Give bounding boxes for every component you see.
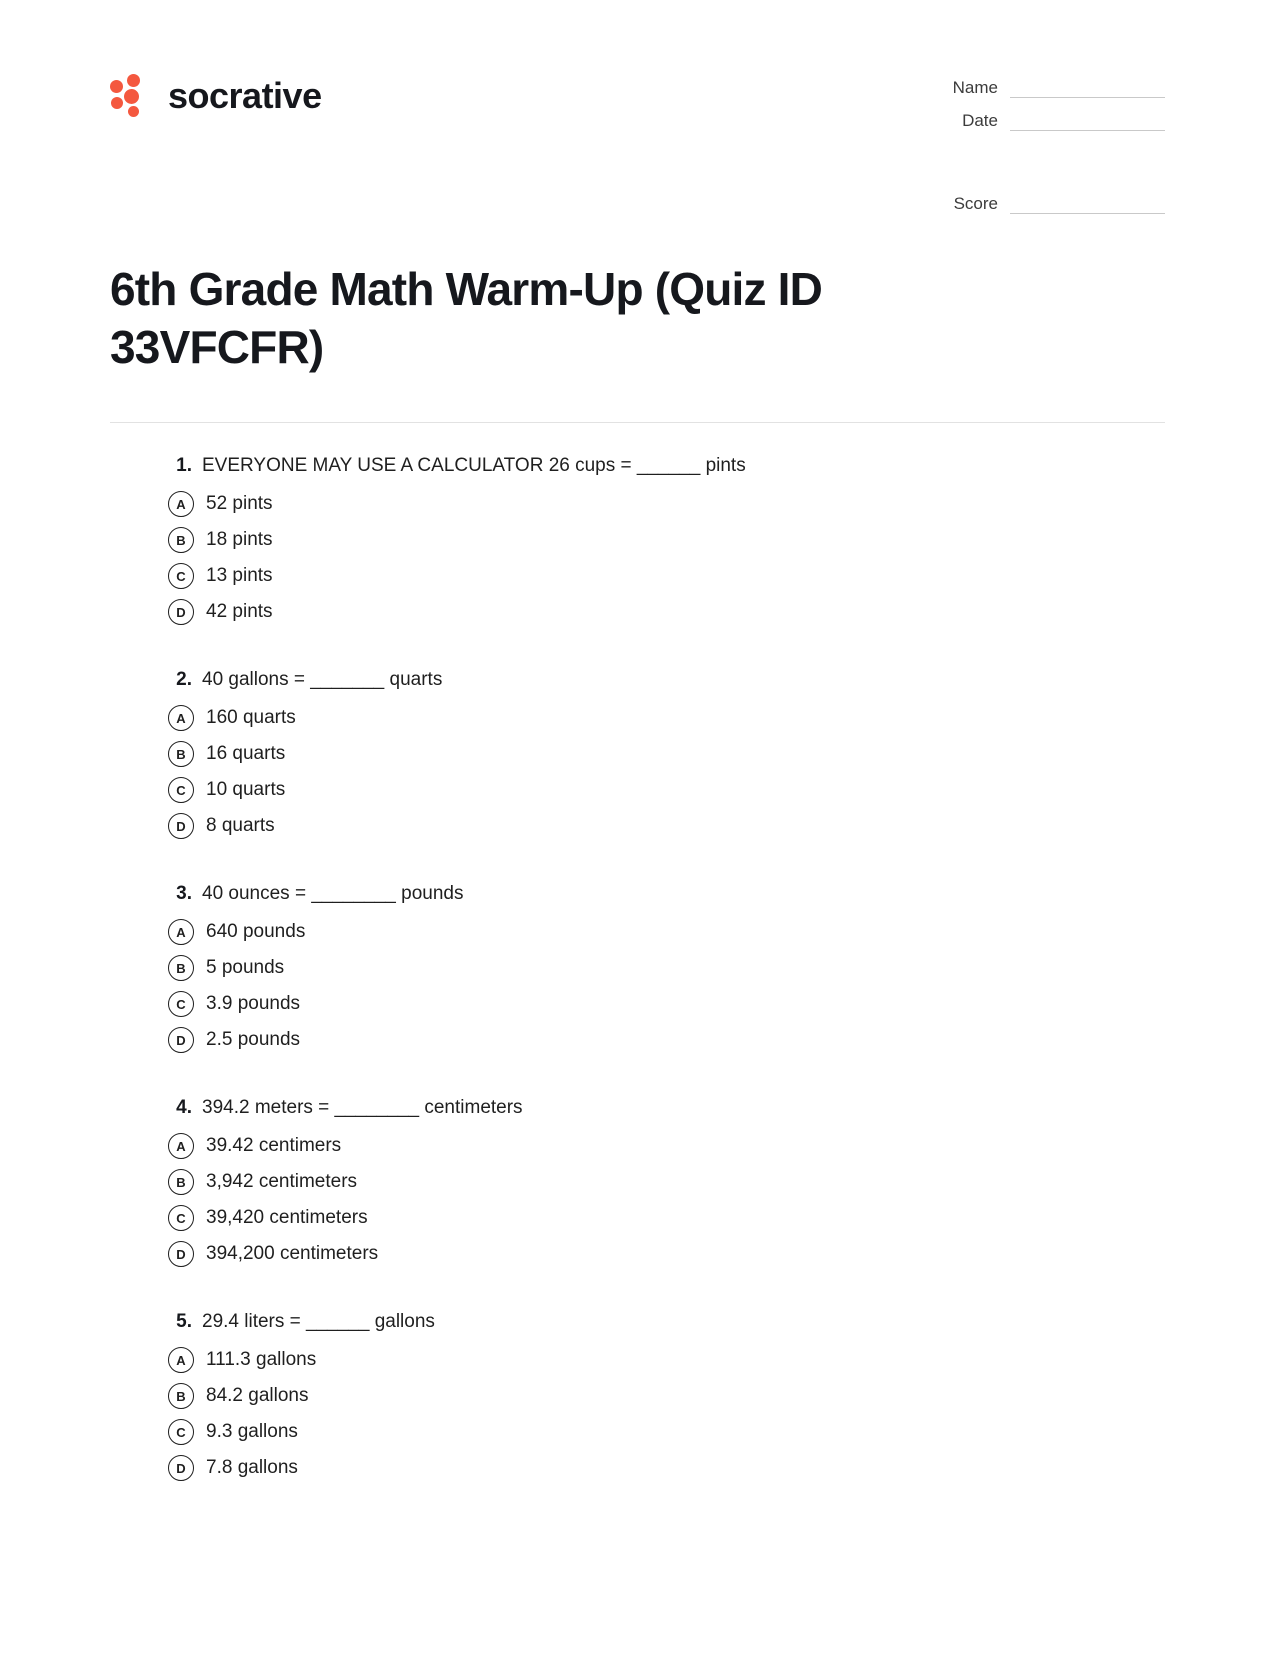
question-item	[166, 669, 1165, 839]
choice-label: 42 pints	[206, 601, 273, 622]
choice-bubble-icon[interactable]: D	[168, 1027, 194, 1053]
question-text: 40 gallons = _______ quarts	[202, 669, 443, 690]
brand-name: socrative	[168, 75, 322, 116]
question-number: 3.	[176, 883, 192, 904]
choice-option[interactable]	[168, 491, 1165, 517]
choice-option[interactable]	[168, 1027, 1165, 1053]
choice-bubble-icon[interactable]: A	[168, 1133, 194, 1159]
choice-label: 394,200 centimeters	[206, 1243, 379, 1264]
choice-option[interactable]	[168, 955, 1165, 981]
choice-label: 18 pints	[206, 529, 273, 550]
date-label: Date	[962, 111, 998, 130]
choice-option[interactable]	[168, 741, 1165, 767]
question-number: 5.	[176, 1311, 192, 1332]
choice-label: 10 quarts	[206, 779, 286, 800]
question-item	[166, 455, 1165, 625]
question-list	[110, 423, 1165, 1481]
choice-option[interactable]	[168, 1455, 1165, 1481]
choice-option[interactable]	[168, 599, 1165, 625]
question-header	[166, 1097, 1165, 1119]
choice-bubble-icon[interactable]: A	[168, 491, 194, 517]
choice-label: 7.8 gallons	[206, 1457, 298, 1478]
choice-label: 640 pounds	[206, 921, 306, 942]
choice-option[interactable]	[168, 1347, 1165, 1373]
question-item	[166, 883, 1165, 1053]
date-row	[915, 111, 1165, 131]
name-field[interactable]	[1010, 84, 1165, 98]
choice-label: 3.9 pounds	[206, 993, 301, 1014]
choice-label: 39,420 centimeters	[206, 1207, 368, 1228]
choice-bubble-icon[interactable]: A	[168, 919, 194, 945]
choice-bubble-icon[interactable]: C	[168, 1205, 194, 1231]
choice-label: 8 quarts	[206, 815, 275, 836]
choice-label: 160 quarts	[206, 707, 296, 728]
question-item	[166, 1311, 1165, 1481]
choice-label: 9.3 gallons	[206, 1421, 298, 1442]
choice-option[interactable]	[168, 1241, 1165, 1267]
question-text: 40 ounces = ________ pounds	[202, 883, 464, 904]
page-title: 6th Grade Math Warm-Up (Quiz ID 33VFCFR)	[110, 263, 823, 373]
choice-label: 13 pints	[206, 565, 273, 586]
choice-bubble-icon[interactable]: A	[168, 705, 194, 731]
choice-bubble-icon[interactable]: B	[168, 955, 194, 981]
question-header	[166, 883, 1165, 905]
question-text: 29.4 liters = ______ gallons	[202, 1311, 435, 1332]
choice-bubble-icon[interactable]: C	[168, 563, 194, 589]
choice-option[interactable]	[168, 563, 1165, 589]
question-number: 1.	[176, 455, 192, 476]
question-text: 394.2 meters = ________ centimeters	[202, 1097, 523, 1118]
choice-bubble-icon[interactable]: D	[168, 599, 194, 625]
choice-label: 84.2 gallons	[206, 1385, 309, 1406]
choice-bubble-icon[interactable]: B	[168, 1169, 194, 1195]
choice-label: 5 pounds	[206, 957, 285, 978]
question-header	[166, 669, 1165, 691]
choice-bubble-icon[interactable]: B	[168, 1383, 194, 1409]
choice-label: 2.5 pounds	[206, 1029, 301, 1050]
choice-bubble-icon[interactable]: C	[168, 1419, 194, 1445]
choice-option[interactable]	[168, 991, 1165, 1017]
choice-bubble-icon[interactable]: D	[168, 813, 194, 839]
question-number: 4.	[176, 1097, 192, 1118]
choice-option[interactable]	[168, 1419, 1165, 1445]
choice-bubble-icon[interactable]: B	[168, 741, 194, 767]
question-header	[166, 1311, 1165, 1333]
choice-option[interactable]	[168, 527, 1165, 553]
page-header	[110, 60, 1165, 227]
name-label: Name	[952, 78, 998, 97]
choice-option[interactable]	[168, 1133, 1165, 1159]
date-field[interactable]	[1010, 117, 1165, 131]
score-row	[915, 194, 1165, 214]
question-item	[166, 1097, 1165, 1267]
question-header	[166, 455, 1165, 477]
choice-label: 3,942 centimeters	[206, 1171, 358, 1192]
choice-bubble-icon[interactable]: A	[168, 1347, 194, 1373]
choice-option[interactable]	[168, 1205, 1165, 1231]
choice-bubble-icon[interactable]: D	[168, 1241, 194, 1267]
choice-option[interactable]	[168, 1383, 1165, 1409]
choice-option[interactable]	[168, 705, 1165, 731]
choice-label: 39.42 centimers	[206, 1135, 342, 1156]
choice-bubble-icon[interactable]: C	[168, 777, 194, 803]
score-field[interactable]	[1010, 200, 1165, 214]
socrative-logo-icon	[110, 74, 154, 118]
choice-label: 111.3 gallons	[206, 1349, 317, 1370]
choice-option[interactable]	[168, 1169, 1165, 1195]
choice-bubble-icon[interactable]: C	[168, 991, 194, 1017]
brand	[110, 60, 322, 118]
student-meta	[915, 60, 1165, 227]
choice-option[interactable]	[168, 777, 1165, 803]
choice-option[interactable]	[168, 813, 1165, 839]
choice-label: 16 quarts	[206, 743, 286, 764]
choice-bubble-icon[interactable]: B	[168, 527, 194, 553]
choice-bubble-icon[interactable]: D	[168, 1455, 194, 1481]
question-text: EVERYONE MAY USE A CALCULATOR 26 cups = ______ pints	[202, 455, 746, 476]
name-row	[915, 78, 1165, 98]
choice-option[interactable]	[168, 919, 1165, 945]
question-number: 2.	[176, 669, 192, 690]
score-label: Score	[953, 194, 998, 213]
choice-label: 52 pints	[206, 493, 273, 514]
